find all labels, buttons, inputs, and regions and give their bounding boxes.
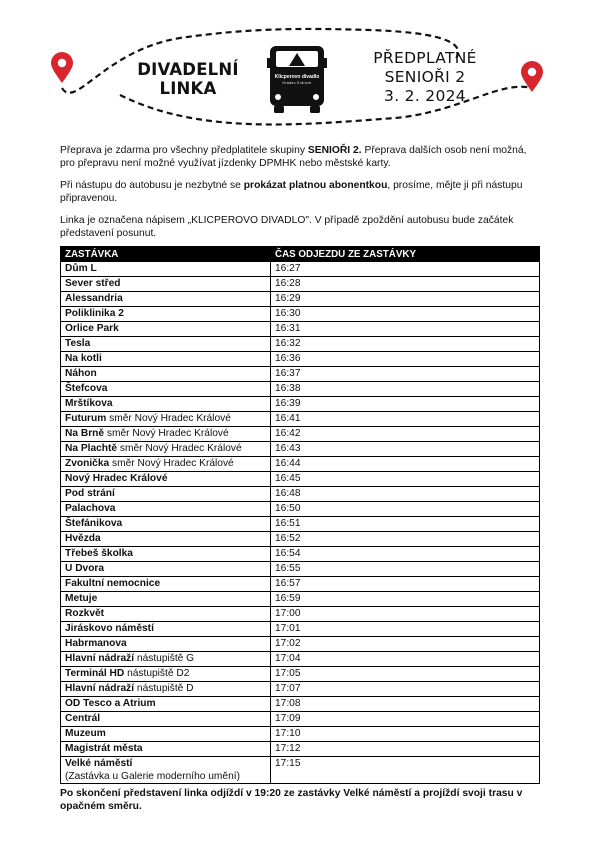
departure-time: 16:32 — [271, 337, 540, 352]
table-row — [61, 337, 540, 352]
table-row — [61, 442, 540, 457]
table-row — [61, 292, 540, 307]
departure-time: 16:29 — [271, 292, 540, 307]
table-row — [61, 382, 540, 397]
table-row — [61, 622, 540, 637]
table-row — [61, 577, 540, 592]
departure-time: 17:01 — [271, 622, 540, 637]
subtitle-line-1: PŘEDPLATNÉ — [373, 49, 477, 67]
departure-time: 16:38 — [271, 382, 540, 397]
stop-name: Náhon — [61, 367, 271, 382]
intro-paragraph-1: Přeprava je zdarma pro všechny předplatitele skupiny SENIOŘI 2. Přeprava dalších osob není možná, pro přepravu není možné využívat jízdenky DPMHK nebo městské karty. — [60, 145, 527, 169]
footer-note: Po skončení představení linka odjíždí v 19:20 ze zastávky Velké náměstí a projíždí svoji trasu v opačném směru. — [60, 788, 523, 812]
departure-time: 17:09 — [271, 712, 540, 727]
departure-time: 16:55 — [271, 562, 540, 577]
stop-name: Sever střed — [61, 277, 271, 292]
stop-name: Třebeš školka — [61, 547, 271, 562]
departure-time: 16:43 — [271, 442, 540, 457]
departure-time: 17:15 — [271, 757, 540, 784]
title-line-2: LINKA — [159, 79, 217, 98]
departure-time: 16:31 — [271, 322, 540, 337]
stop-name: Mrštíkova — [61, 397, 271, 412]
stop-name: Štefcova — [61, 382, 271, 397]
departure-time: 16:37 — [271, 367, 540, 382]
title-line-1: DIVADELNÍ — [137, 60, 239, 79]
table-row — [61, 607, 540, 622]
stop-name: Futurum směr Nový Hradec Králové — [61, 412, 271, 427]
column-header-stop: ZASTÁVKA — [61, 247, 271, 262]
intro-paragraph-2: Při nástupu do autobusu je nezbytné se prokázat platnou abonentkou, prosíme, mějte ji při nástupu připravenou. — [60, 180, 523, 204]
table-row — [61, 547, 540, 562]
table-row — [61, 712, 540, 727]
table-row — [61, 487, 540, 502]
table-row — [61, 592, 540, 607]
stop-name: Palachova — [61, 502, 271, 517]
table-row — [61, 562, 540, 577]
bus-logo-text: Klicperovo divadlo — [274, 74, 320, 80]
table-row — [61, 517, 540, 532]
table-row — [61, 652, 540, 667]
stop-name: Na Plachtě směr Nový Hradec Králové — [61, 442, 271, 457]
departure-time: 16:45 — [271, 472, 540, 487]
intro-text — [60, 144, 540, 249]
departure-time: 17:12 — [271, 742, 540, 757]
table-row — [61, 412, 540, 427]
stop-name: Pod strání — [61, 487, 271, 502]
stop-name: Muzeum — [61, 727, 271, 742]
table-row — [61, 262, 540, 277]
table-row — [61, 742, 540, 757]
departure-time: 16:59 — [271, 592, 540, 607]
departure-time: 16:42 — [271, 427, 540, 442]
stop-name: Centrál — [61, 712, 271, 727]
departure-time: 16:44 — [271, 457, 540, 472]
departure-time: 16:51 — [271, 517, 540, 532]
stop-name: Rozkvět — [61, 607, 271, 622]
table-row — [61, 397, 540, 412]
departure-time: 16:27 — [271, 262, 540, 277]
stop-name: Metuje — [61, 592, 271, 607]
departure-time: 16:48 — [271, 487, 540, 502]
departure-time: 17:10 — [271, 727, 540, 742]
table-row — [61, 682, 540, 697]
departure-time: 17:00 — [271, 607, 540, 622]
table-row — [61, 637, 540, 652]
table-row — [61, 427, 540, 442]
table-row — [61, 277, 540, 292]
stop-name: Dům L — [61, 262, 271, 277]
departure-time: 16:50 — [271, 502, 540, 517]
stop-name: Tesla — [61, 337, 271, 352]
stop-name: Zvonička směr Nový Hradec Králové — [61, 457, 271, 472]
stop-name: Hvězda — [61, 532, 271, 547]
departure-time: 17:07 — [271, 682, 540, 697]
subtitle-line-2: SENIOŘI 2 — [384, 68, 466, 86]
table-row — [61, 697, 540, 712]
stop-name: Nový Hradec Králové — [61, 472, 271, 487]
departure-time: 16:36 — [271, 352, 540, 367]
departure-time: 17:04 — [271, 652, 540, 667]
departure-time: 16:54 — [271, 547, 540, 562]
stop-name: Velké náměstí (Zastávka u Galerie moderního umění) — [61, 757, 271, 784]
stop-name: Hlavní nádraží nástupiště D — [61, 682, 271, 697]
table-row — [61, 502, 540, 517]
table-row — [61, 457, 540, 472]
timetable-header — [61, 247, 540, 262]
stop-name: OD Tesco a Atrium — [61, 697, 271, 712]
departure-time: 16:52 — [271, 532, 540, 547]
subtitle-date: 3. 2. 2024 — [384, 87, 466, 105]
departure-time: 16:39 — [271, 397, 540, 412]
stop-name: U Dvora — [61, 562, 271, 577]
table-row — [61, 322, 540, 337]
line-title — [128, 60, 248, 98]
table-row — [61, 472, 540, 487]
table-row — [61, 352, 540, 367]
stop-name: Hlavní nádraží nástupiště G — [61, 652, 271, 667]
table-row — [61, 727, 540, 742]
stop-name: Terminál HD nástupiště D2 — [61, 667, 271, 682]
column-header-time: ČAS ODJEZDU ZE ZASTÁVKY — [271, 247, 540, 262]
header — [0, 0, 601, 135]
subscription-info — [350, 49, 500, 106]
departure-time: 16:57 — [271, 577, 540, 592]
table-row — [61, 667, 540, 682]
stop-name: Jiráskovo náměstí — [61, 622, 271, 637]
timetable — [60, 246, 540, 784]
departure-time: 17:02 — [271, 637, 540, 652]
stop-name: Štefánikova — [61, 517, 271, 532]
stop-name: Orlice Park — [61, 322, 271, 337]
intro-paragraph-3: Linka je označena nápisem „KLICPEROVO DIVADLO". V případě zpoždění autobusu bude začátek představení posunut. — [60, 215, 514, 239]
stop-name: Habrmanova — [61, 637, 271, 652]
stop-name: Poliklinika 2 — [61, 307, 271, 322]
stop-name: Fakultní nemocnice — [61, 577, 271, 592]
map-pin-left-icon — [51, 52, 73, 83]
table-row — [61, 307, 540, 322]
stop-name: Alessandria — [61, 292, 271, 307]
table-row — [61, 757, 540, 784]
departure-time: 17:05 — [271, 667, 540, 682]
stop-note: (Zastávka u Galerie moderního umění) — [65, 771, 240, 782]
departure-time: 16:30 — [271, 307, 540, 322]
stop-name: Magistrát města — [61, 742, 271, 757]
stop-name: Na Brně směr Nový Hradec Králové — [61, 427, 271, 442]
stop-name: Na kotli — [61, 352, 271, 367]
departure-time: 16:41 — [271, 412, 540, 427]
departure-time: 16:28 — [271, 277, 540, 292]
table-row — [61, 532, 540, 547]
departure-time: 17:08 — [271, 697, 540, 712]
bus-logo-subtext: Hradec Králové — [282, 81, 312, 85]
table-row — [61, 367, 540, 382]
